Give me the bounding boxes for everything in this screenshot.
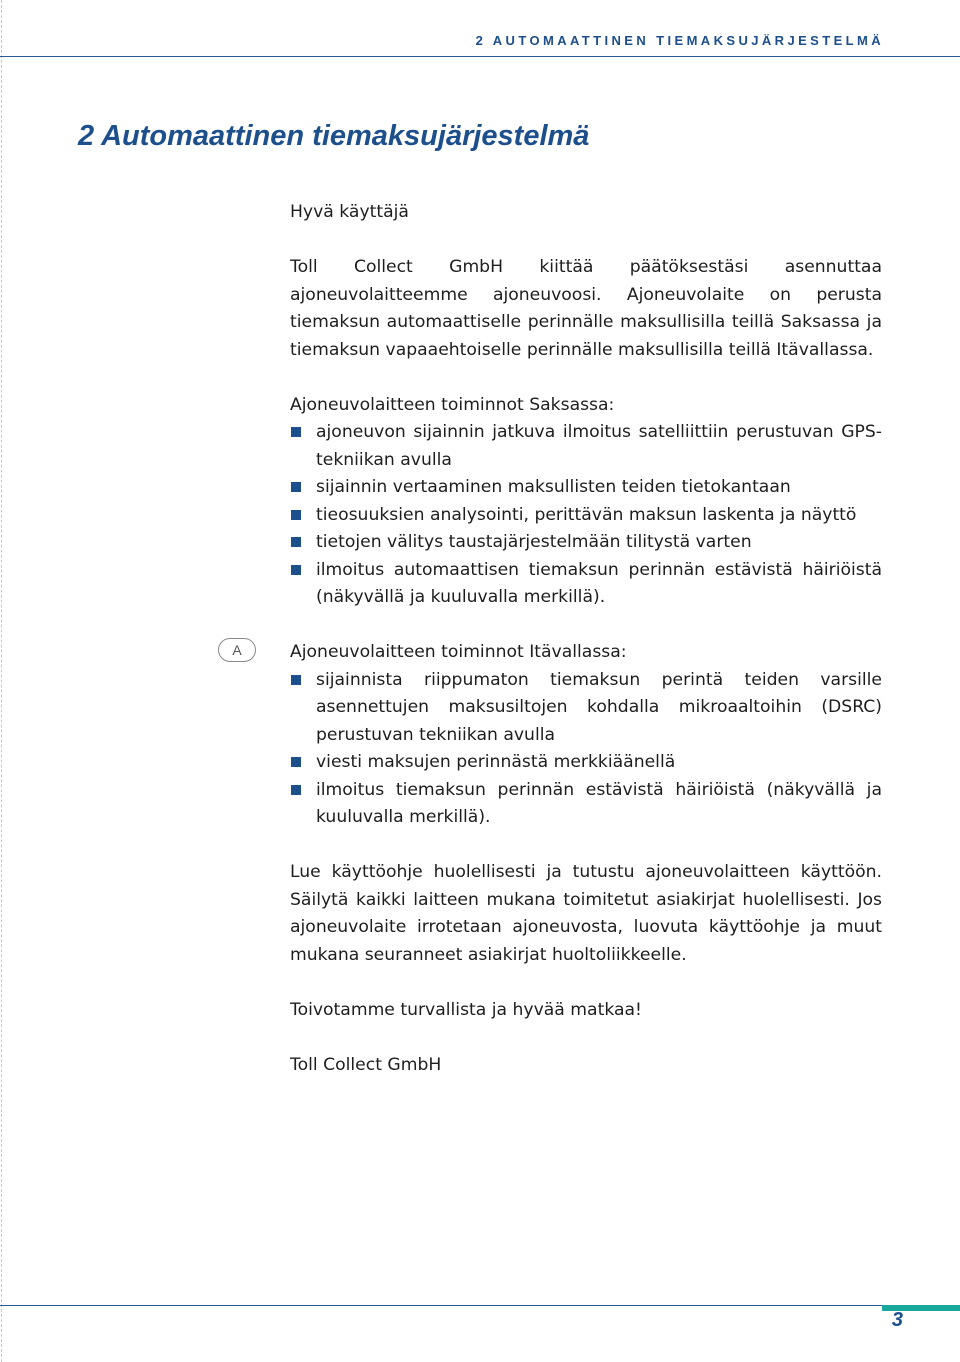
footer-divider xyxy=(0,1305,960,1306)
list-item: tietojen välitys taustajärjestelmään tilitystä varten xyxy=(290,529,882,557)
austria-functions-heading: Ajoneuvolaitteen toiminnot Itävallassa: xyxy=(290,642,627,662)
bullet-square-icon xyxy=(291,785,301,795)
page-margin-guide xyxy=(1,0,2,1362)
bullet-square-icon xyxy=(291,427,301,437)
bullet-square-icon xyxy=(291,675,301,685)
list-item: sijainnista riippumaton tiemaksun perintä teiden varsille asennettujen maksusiltojen kohdalla mikroaaltoihin (DSRC) perustuvan tekniikan avulla xyxy=(290,667,882,750)
page-body xyxy=(290,199,882,1079)
chapter-title: 2 Automaattinen tiemaksujärjestelmä xyxy=(78,120,590,152)
bullet-square-icon xyxy=(291,510,301,520)
bullet-square-icon xyxy=(291,565,301,575)
closing-wish: Toivotamme turvallista ja hyvää matkaa! xyxy=(290,999,642,1020)
header-divider xyxy=(0,56,960,57)
bullet-square-icon xyxy=(291,757,301,767)
running-header: 2 AUTOMAATTINEN TIEMAKSUJÄRJESTELMÄ xyxy=(475,33,884,48)
list-item: sijainnin vertaaminen maksullisten teiden tietokantaan xyxy=(290,474,882,502)
list-item: ilmoitus tiemaksun perinnän estävistä häiriöistä (näkyvällä ja kuuluvalla merkillä). xyxy=(290,777,882,832)
bullet-square-icon xyxy=(291,537,301,547)
page-number: 3 xyxy=(891,1309,903,1331)
list-item: tieosuuksien analysointi, perittävän maksun laskenta ja näyttö xyxy=(290,502,882,530)
germany-functions-list xyxy=(290,419,882,612)
list-item: viesti maksujen perinnästä merkkiäänellä xyxy=(290,749,882,777)
bullet-square-icon xyxy=(291,482,301,492)
list-item: ajoneuvon sijainnin jatkuva ilmoitus satelliittiin perustuvan GPS-tekniikan avulla xyxy=(290,419,882,474)
greeting: Hyvä käyttäjä xyxy=(290,202,409,222)
list-item: ilmoitus automaattisen tiemaksun perinnän estävistä häiriöistä (näkyvällä ja kuuluvalla merkillä). xyxy=(290,557,882,612)
signature: Toll Collect GmbH xyxy=(290,1054,442,1075)
intro-paragraph: Toll Collect GmbH kiittää päätöksestäsi asennuttaa ajoneuvolaitteemme ajoneuvoosi. Ajoneuvolaite on perusta tiemaksun automaattiselle perinnälle maksullisilla teillä Saksassa ja tiemaksun vapaaehtoiselle perinnälle maksullisilla teillä Itävallassa. xyxy=(290,257,882,360)
margin-marker-badge: A xyxy=(218,638,256,662)
closing-paragraph: Lue käyttöohje huolellisesti ja tutustu ajoneuvolaitteen käyttöön. Säilytä kaikki laitteen mukana toimitetut asiakirjat huolellisesti. Jos ajoneuvolaite irrotetaan ajoneuvosta, luovuta käyttöohje ja muut mukana seuranneet asiakirjat huoltoliikkeelle. xyxy=(290,862,882,965)
austria-functions-list xyxy=(290,667,882,832)
germany-functions-heading: Ajoneuvolaitteen toiminnot Saksassa: xyxy=(290,394,615,415)
